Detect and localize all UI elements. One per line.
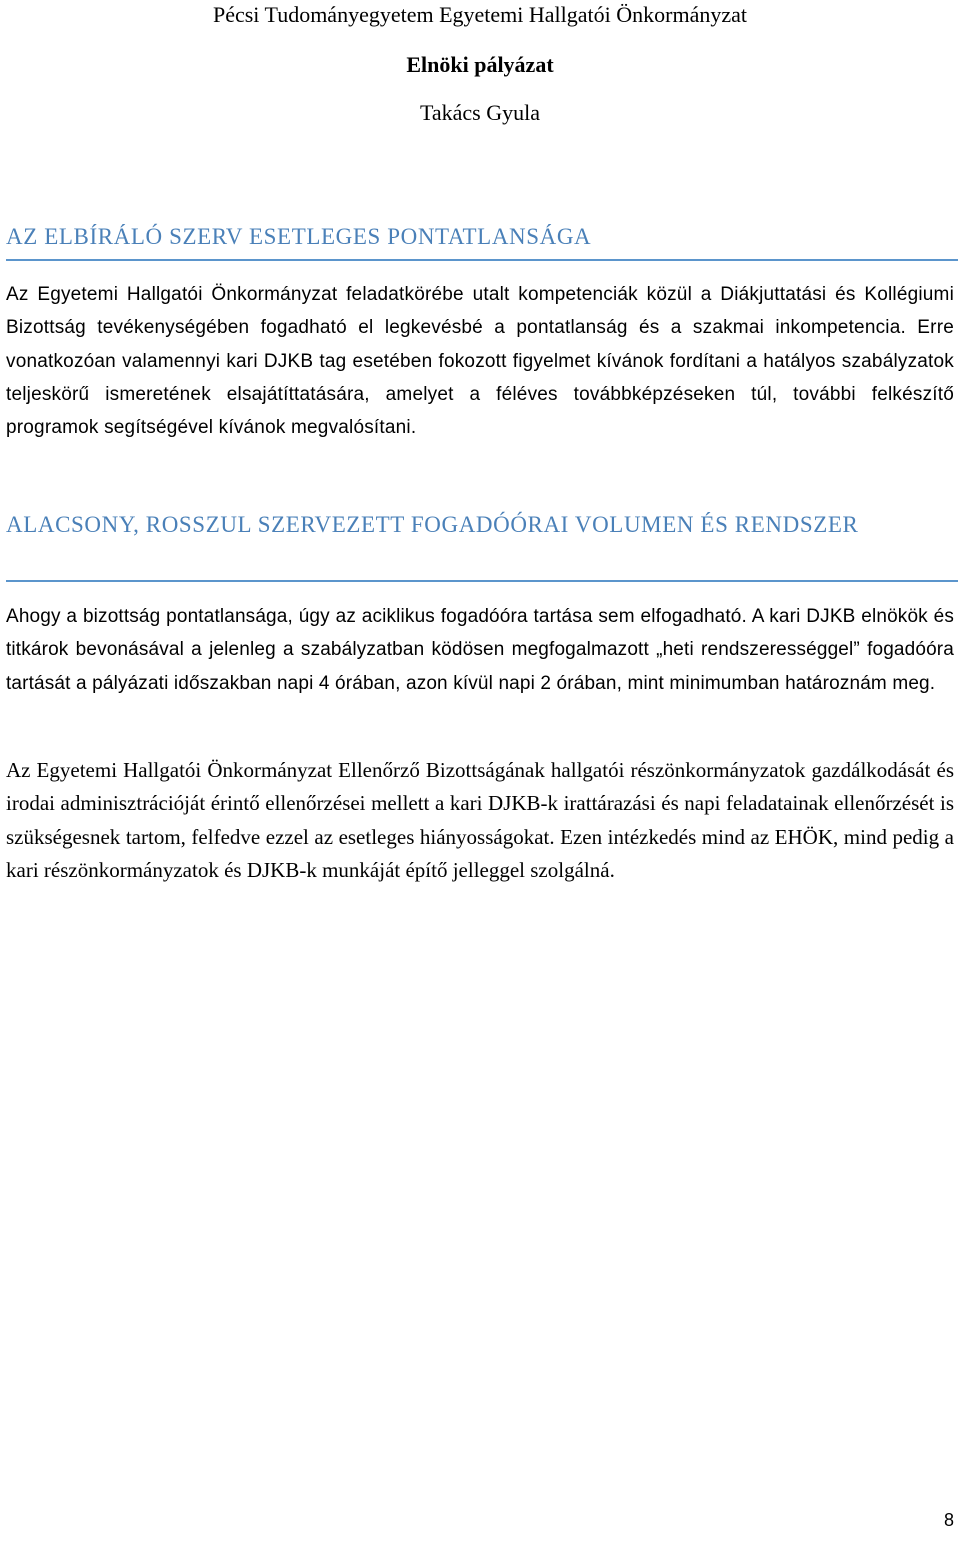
section-heading-2: ALACSONY, ROSSZUL SZERVEZETT FOGADÓÓRAI VOLUMEN ÉS RENDSZER [6, 508, 958, 582]
document-author: Takács Gyula [419, 100, 541, 125]
section-2-paragraph-1: Ahogy a bizottság pontatlansága, úgy az aciklikus fogadóóra tartása sem elfogadható. A kari DJKB elnökök és titkárok bevonásával a jelenleg a szabályzatban ködösen megfogalmazott „heti rendszerességgel” fogadóóra tartását a pályázati időszakban napi 4 órában, azon kívül napi 2 órában, mint minimumban határoznám meg. [6, 606, 954, 694]
document-organization: Pécsi Tudományegyetem Egyetemi Hallgatói Önkormányzat [212, 2, 747, 27]
page-number: 8 [943, 1510, 954, 1530]
section-1-paragraph-1: Az Egyetemi Hallgatói Önkormányzat feladatkörébe utalt kompetenciák közül a Diákjuttatási és Kollégiumi Bizottság tevékenységében fogadható el legkevésbé a pontatlanság és a szakmai inkompetencia. Erre vonatkozóan valamennyi kari DJKB tag esetében fokozott figyelmet kívánok fordítani a hatályos szabályzatok teljeskörű ismeretének elsajátíttatására, amelyet a féléves továbbképzéseken túl, további felkészítő programok segítségével kívánok megvalósítani. [6, 284, 954, 439]
section-heading-1: AZ ELBÍRÁLÓ SZERV ESETLEGES PONTATLANSÁGA [6, 220, 958, 261]
document-title: Elnöki pályázat [406, 52, 554, 77]
section-2-paragraph-2: Az Egyetemi Hallgatói Önkormányzat Ellenőrző Bizottságának hallgatói részönkormányzatok gazdálkodását és irodai adminisztrációját érintő ellenőrzései mellett a kari DJKB-k irattárazási és napi feladatainak ellenőrzését is szükségesnek tartom, felfedve ezzel az esetleges hiányosságokat. Ezen intézkedés mind az EHÖK, mind pedig a kari részönkormányzatok és DJKB-k munkáját építő jelleggel szolgálná. [6, 758, 954, 882]
